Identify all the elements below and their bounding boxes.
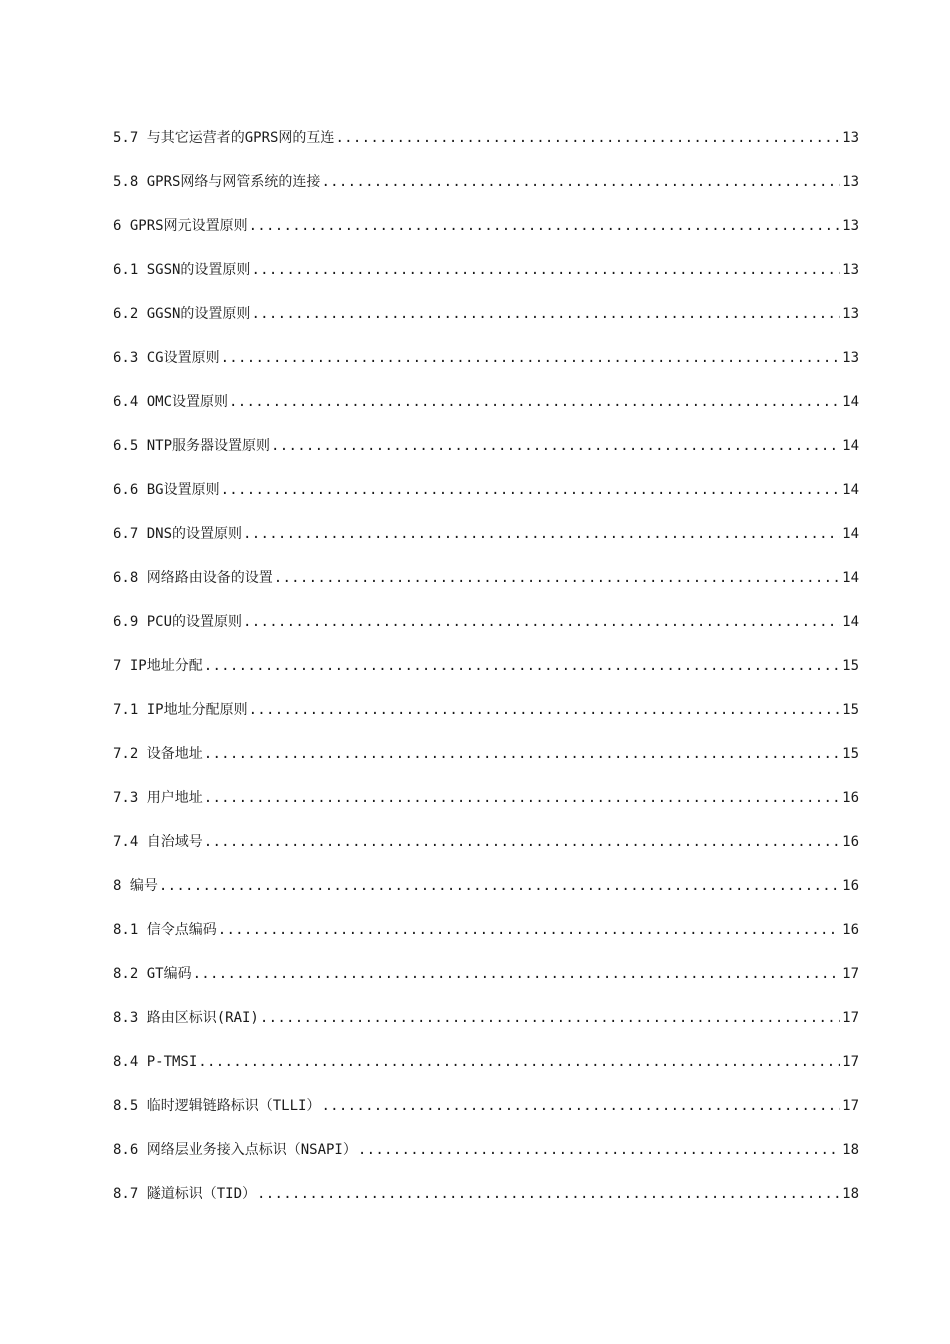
toc-page-number: 15 [842, 702, 859, 718]
toc-entry-label: 5.7 与其它运营者的GPRS网的互连 [113, 130, 335, 146]
toc-entry[interactable] [113, 1048, 859, 1092]
toc-dot-leader [249, 212, 840, 240]
toc-page-number: 18 [842, 1142, 859, 1158]
toc-entry[interactable] [113, 828, 859, 872]
toc-page-number: 14 [842, 526, 859, 542]
toc-page-number: 17 [842, 966, 859, 982]
toc-dot-leader [251, 256, 840, 284]
toc-page-number: 14 [842, 614, 859, 630]
toc-page-number: 16 [842, 834, 859, 850]
toc-entry[interactable] [113, 696, 859, 740]
toc-entry[interactable] [113, 608, 859, 652]
toc-dot-leader [335, 124, 840, 152]
toc-dot-leader [218, 916, 840, 944]
toc-entry[interactable] [113, 256, 859, 300]
toc-dot-leader [251, 300, 840, 328]
toc-page-number: 15 [842, 746, 859, 762]
toc-entry[interactable] [113, 1136, 859, 1180]
toc-dot-leader [204, 740, 840, 768]
toc-dot-leader [229, 388, 840, 416]
toc-entry-label: 6.9 PCU的设置原则 [113, 614, 243, 630]
toc-entry[interactable] [113, 388, 859, 432]
table-of-contents [113, 124, 859, 1224]
toc-entry-label: 7 IP地址分配 [113, 658, 203, 674]
toc-entry-label: 6.2 GGSN的设置原则 [113, 306, 251, 322]
toc-entry[interactable] [113, 740, 859, 784]
toc-dot-leader [358, 1136, 840, 1164]
toc-entry[interactable] [113, 520, 859, 564]
toc-page-number: 16 [842, 922, 859, 938]
toc-page-number: 15 [842, 658, 859, 674]
toc-dot-leader [198, 1048, 840, 1076]
toc-entry[interactable] [113, 1004, 859, 1048]
toc-entry-label: 6.4 OMC设置原则 [113, 394, 229, 410]
toc-entry-label: 8 编号 [113, 878, 158, 894]
toc-entry-label: 6 GPRS网元设置原则 [113, 218, 248, 234]
toc-dot-leader [204, 784, 840, 812]
toc-entry[interactable] [113, 1180, 859, 1224]
toc-entry[interactable] [113, 916, 859, 960]
toc-entry-label: 8.2 GT编码 [113, 966, 192, 982]
toc-entry-label: 6.8 网络路由设备的设置 [113, 570, 273, 586]
toc-page-number: 13 [842, 350, 859, 366]
toc-entry[interactable] [113, 212, 859, 256]
toc-entry-label: 7.2 设备地址 [113, 746, 203, 762]
toc-entry[interactable] [113, 432, 859, 476]
toc-dot-leader [204, 652, 840, 680]
toc-page-number: 14 [842, 570, 859, 586]
toc-page-number: 13 [842, 218, 859, 234]
toc-entry[interactable] [113, 344, 859, 388]
toc-dot-leader [257, 1180, 840, 1208]
toc-page-number: 13 [842, 130, 859, 146]
toc-entry-label: 5.8 GPRS网络与网管系统的连接 [113, 174, 321, 190]
toc-page-number: 17 [842, 1010, 859, 1026]
toc-entry-label: 6.1 SGSN的设置原则 [113, 262, 251, 278]
toc-page-number: 18 [842, 1186, 859, 1202]
toc-entry-label: 8.3 路由区标识(RAI) [113, 1010, 259, 1026]
toc-dot-leader [271, 432, 840, 460]
toc-dot-leader [204, 828, 840, 856]
toc-page-number: 17 [842, 1098, 859, 1114]
toc-entry-label: 8.1 信令点编码 [113, 922, 217, 938]
toc-entry[interactable] [113, 564, 859, 608]
toc-dot-leader [321, 168, 840, 196]
toc-entry[interactable] [113, 476, 859, 520]
toc-entry[interactable] [113, 124, 859, 168]
toc-page-number: 16 [842, 790, 859, 806]
toc-dot-leader [243, 520, 840, 548]
toc-dot-leader [159, 872, 840, 900]
toc-entry[interactable] [113, 300, 859, 344]
toc-dot-leader [221, 476, 840, 504]
toc-entry-label: 7.4 自治域号 [113, 834, 203, 850]
toc-entry-label: 8.6 网络层业务接入点标识（NSAPI） [113, 1142, 357, 1158]
toc-dot-leader [193, 960, 840, 988]
toc-entry-label: 6.6 BG设置原则 [113, 482, 220, 498]
toc-dot-leader [274, 564, 840, 592]
toc-entry-label: 7.3 用户地址 [113, 790, 203, 806]
toc-page-number: 13 [842, 262, 859, 278]
toc-entry[interactable] [113, 784, 859, 828]
toc-entry-label: 8.4 P-TMSI [113, 1054, 198, 1070]
toc-dot-leader [321, 1092, 840, 1120]
toc-dot-leader [243, 608, 840, 636]
toc-page-number: 16 [842, 878, 859, 894]
toc-page-number: 14 [842, 482, 859, 498]
toc-entry[interactable] [113, 872, 859, 916]
toc-entry[interactable] [113, 1092, 859, 1136]
toc-entry-label: 6.3 CG设置原则 [113, 350, 220, 366]
toc-page-number: 13 [842, 306, 859, 322]
toc-entry-label: 6.5 NTP服务器设置原则 [113, 438, 271, 454]
toc-entry[interactable] [113, 960, 859, 1004]
toc-entry-label: 8.5 临时逻辑链路标识（TLLI） [113, 1098, 321, 1114]
toc-dot-leader [260, 1004, 840, 1032]
toc-dot-leader [221, 344, 840, 372]
toc-page-number: 14 [842, 438, 859, 454]
toc-page-number: 14 [842, 394, 859, 410]
toc-entry-label: 7.1 IP地址分配原则 [113, 702, 248, 718]
toc-page-number: 17 [842, 1054, 859, 1070]
toc-entry[interactable] [113, 652, 859, 696]
toc-entry-label: 6.7 DNS的设置原则 [113, 526, 243, 542]
toc-entry-label: 8.7 隧道标识（TID） [113, 1186, 257, 1202]
toc-dot-leader [249, 696, 840, 724]
toc-entry[interactable] [113, 168, 859, 212]
toc-page-number: 13 [842, 174, 859, 190]
